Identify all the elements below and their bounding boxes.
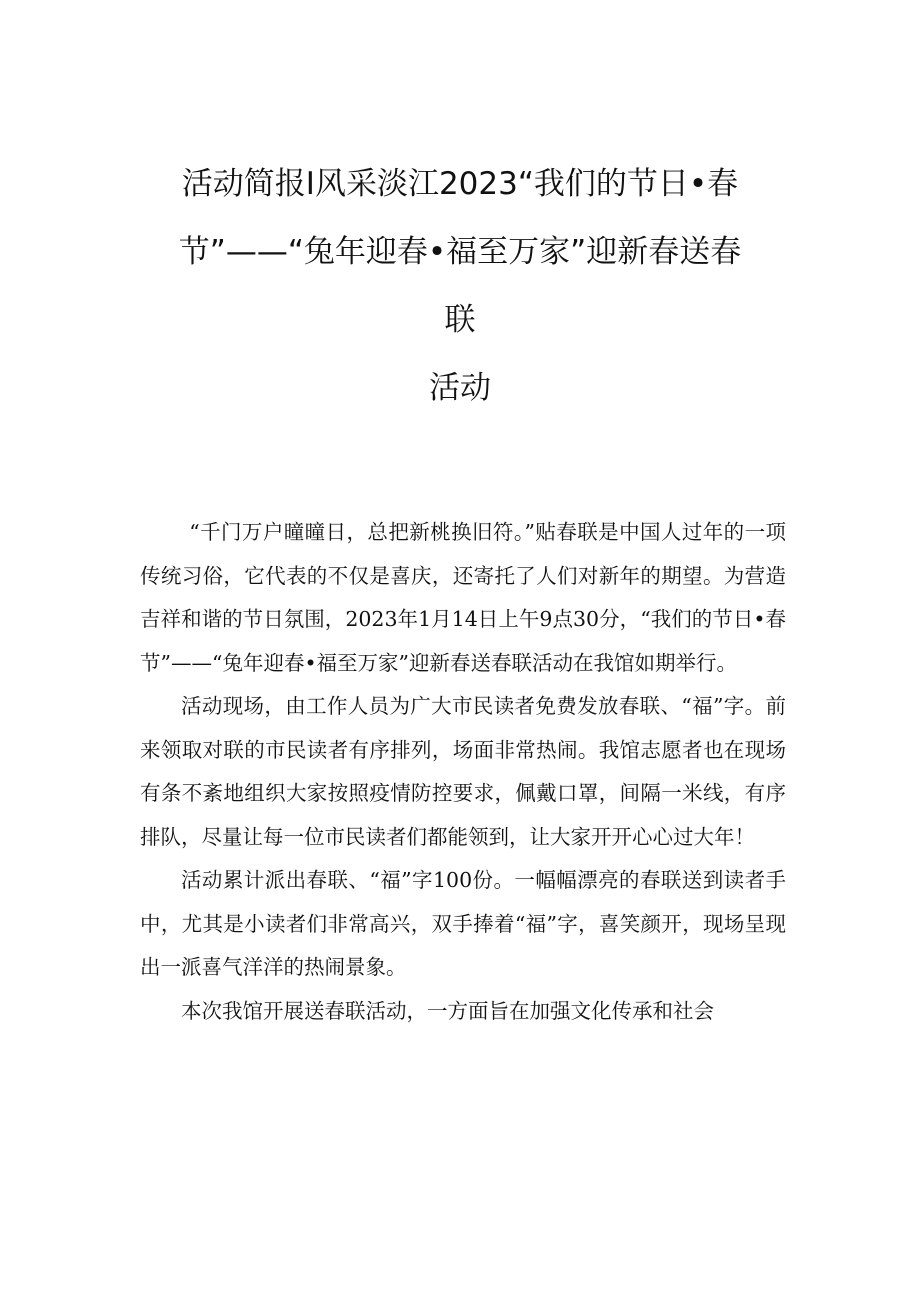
body-paragraph-4: 本次我馆开展送春联活动，一方面旨在加强文化传承和社会 [181,998,714,1023]
body-paragraph-3: 活动累计派出春联、“福”字100份。一幅幅漂亮的春联送到读者手中，尤其是小读者们非常高兴，双手捧着“福”字，喜笑颜开，现场呈现出一派喜气洋洋的热闹景象。 [140,868,786,979]
body-paragraph-2: 活动现场，由工作人员为广大市民读者免费发放春联、“福”字。前来领取对联的市民读者有序排列，场面非常热闹。我馆志愿者也在现场有条不紊地组织大家按照疫情防控要求，佩戴口罩，间隔一米线，有序排队，尽量让每一位市民读者们都能领到，让大家开开心心过大年！ [140,694,786,849]
document-title [140,150,780,422]
title-line-1: 活动简报I风采淡江2023“我们的节日•春 [181,166,739,202]
title-line-2: 节”——“兔年迎春•福至万家”迎新春送春 [178,234,742,270]
title-line-3: 联 [444,302,476,338]
document-body [140,511,786,1033]
title-line-4: 活动 [429,370,491,406]
body-paragraph-1: “千门万户曈曈日，总把新桃换旧符。”贴春联是中国人过年的一项传统习俗，它代表的不仅是喜庆，还寄托了人们对新年的期望。为营造吉祥和谐的节日氛围，2023年1月14日上午9点30分，“我们的节日•春节”——“兔年迎春•福至万家”迎新春送春联活动在我馆如期举行。 [140,520,786,675]
